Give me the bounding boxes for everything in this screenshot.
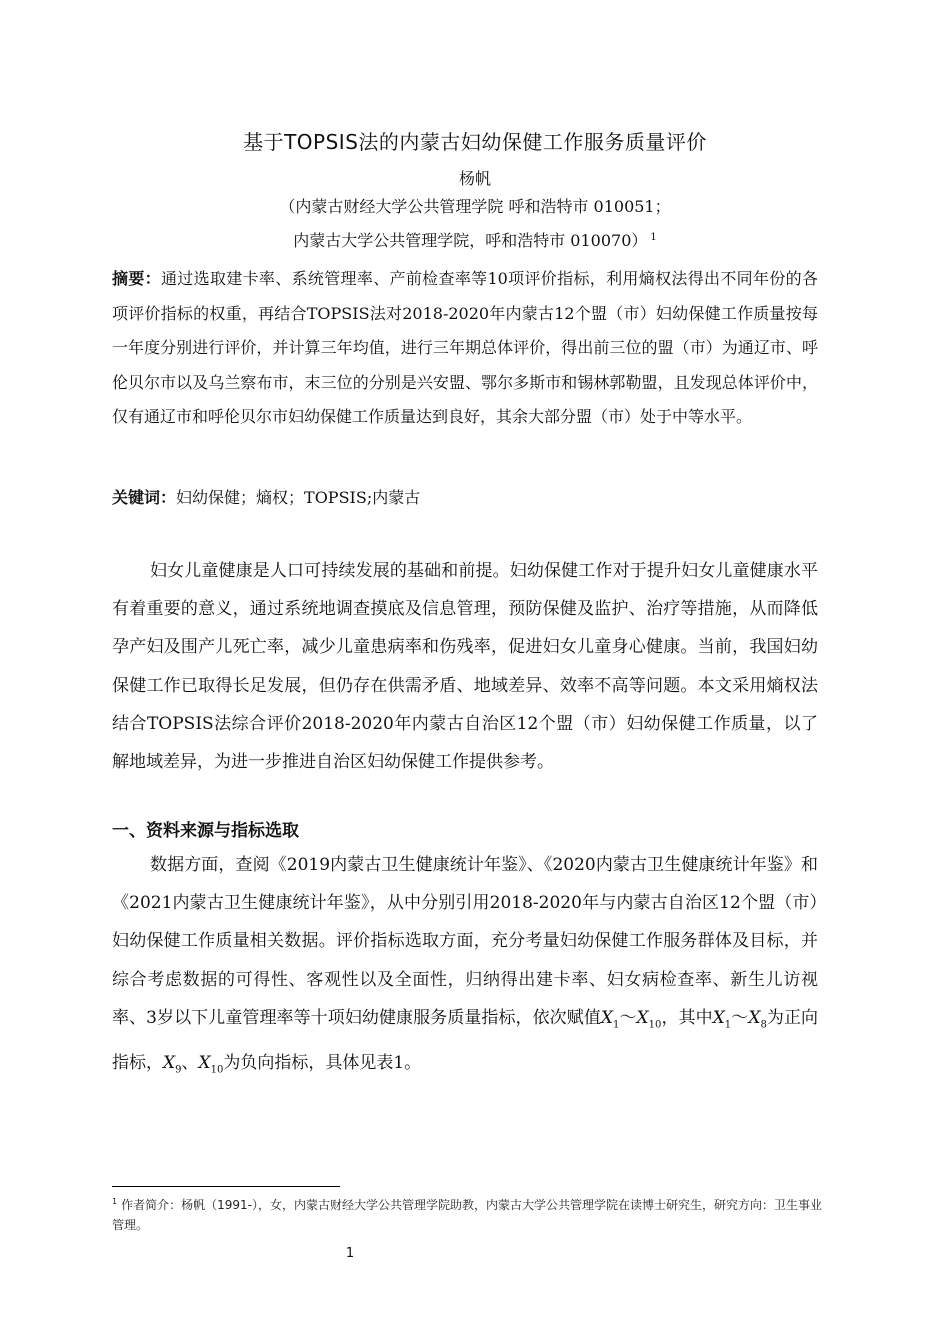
keywords xyxy=(112,484,818,512)
var-x1-symbol: X xyxy=(600,1007,614,1028)
abstract-text: 通过选取建卡率、系统管理率、产前检查率等10项评价指标，利用熵权法得出不同年份的各项评价指标的权重，再结合TOPSIS法对2018-2020年内蒙古12个盟（市）妇幼保健工作质量按每一年度分别进行评价，并计算三年均值，进行三年期总体评价，得出前三位的盟（市）为通辽市、呼伦贝尔市以及乌兰察布市，末三位的分别是兴安盟、鄂尔多斯市和锡林郭勒盟，且发现总体评价中，仅有通辽市和呼伦贝尔市妇幼保健工作质量达到良好，其余大部分盟（市）处于中等水平。 xyxy=(112,269,818,426)
var-x10-sub: 10 xyxy=(648,1019,662,1031)
paragraph-text-a: 数据方面，查阅《2019内蒙古卫生健康统计年鉴》、《2020内蒙古卫生健康统计年鉴》和《2021内蒙古卫生健康统计年鉴》，从中分别引用2018-2020年与内蒙古自治区12个盟（市）妇幼保健工作质量相关数据。评价指标选取方面，充分考量妇幼保健工作服务群体及目标，并综合考虑数据的可得性、客观性以及全面性，归纳得出建卡率、妇女病检查率、新生儿访视率、3岁以下儿童管理率等十项妇幼健康服务质量指标，依次赋值 xyxy=(112,855,818,1028)
abstract-label: 摘要： xyxy=(112,269,161,288)
var-x10-b-symbol: X xyxy=(198,1053,211,1074)
var-x9-symbol: X xyxy=(163,1053,176,1074)
var-x10-symbol: X xyxy=(636,1007,649,1028)
var-x1-sub: 1 xyxy=(613,1019,620,1031)
affiliation-text-2: 内蒙古大学公共管理学院，呼和浩特市 010070） xyxy=(293,231,648,250)
var-x8 xyxy=(748,1007,767,1031)
var-x9 xyxy=(163,1053,182,1076)
var-x10 xyxy=(636,1007,662,1031)
footnote-text: 作者简介：杨帆（1991-），女，内蒙古财经大学公共管理学院助教，内蒙古大学公共管理学院在读博士研究生，研究方向：卫生事业管理。 xyxy=(112,1198,822,1232)
affiliation-line-1: （内蒙古财经大学公共管理学院 呼和浩特市 010051； xyxy=(279,197,671,216)
separator: 、 xyxy=(181,1053,199,1074)
paragraph-text-d: 为负向指标，具体见表1。 xyxy=(223,1053,422,1074)
affiliation-line-2 xyxy=(0,228,950,251)
tilde-2: ～ xyxy=(731,1007,749,1028)
var-x1 xyxy=(600,1007,620,1031)
data-source-paragraph xyxy=(112,846,818,1090)
var-x8-sub: 8 xyxy=(760,1019,767,1031)
paper-title: 基于TOPSIS法的内蒙古妇幼保健工作服务质量评价 xyxy=(243,130,707,154)
paragraph-text-b: ，其中 xyxy=(661,1007,713,1028)
footnote xyxy=(112,1192,822,1235)
tilde-1: ～ xyxy=(619,1007,637,1028)
footnote-mark: 1 xyxy=(112,1197,118,1206)
footnote-divider xyxy=(112,1186,340,1187)
section-heading-1: 一、资料来源与指标选取 xyxy=(112,821,299,841)
author-name: 杨帆 xyxy=(458,169,491,188)
var-x1-b-symbol: X xyxy=(712,1007,725,1028)
var-x1-b-sub: 1 xyxy=(724,1019,732,1031)
keywords-label: 关键词： xyxy=(112,488,177,507)
paragraph-text-c: 为正向指标， xyxy=(112,1007,819,1074)
page-number: 1 xyxy=(345,1246,355,1261)
intro-paragraph: 妇女儿童健康是人口可持续发展的基础和前提。妇幼保健工作对于提升妇女儿童健康水平有着重要的意义，通过系统地调查摸底及信息管理，预防保健及监护、治疗等措施，从而降低孕产妇及围产儿死亡率，减少儿童患病率和伤残率，促进妇女儿童身心健康。当前，我国妇幼保健工作已取得长足发展，但仍存在供需矛盾、地域差异、效率不高等问题。本文采用熵权法结合TOPSIS法综合评价2018-2020年内蒙古自治区12个盟（市）妇幼保健工作质量，以了解地域差异，为进一步推进自治区妇幼保健工作提供参考。 xyxy=(112,561,818,773)
keywords-text: 妇幼保健；熵权；TOPSIS;内蒙古 xyxy=(176,488,421,507)
affiliation-footnote-mark: 1 xyxy=(650,231,657,243)
var-x10-b-sub: 10 xyxy=(210,1064,224,1076)
var-x8-symbol: X xyxy=(748,1007,761,1028)
abstract xyxy=(112,262,818,435)
var-x10-b xyxy=(198,1053,224,1076)
var-x9-sub: 9 xyxy=(175,1064,182,1076)
var-x1-b xyxy=(712,1007,732,1031)
